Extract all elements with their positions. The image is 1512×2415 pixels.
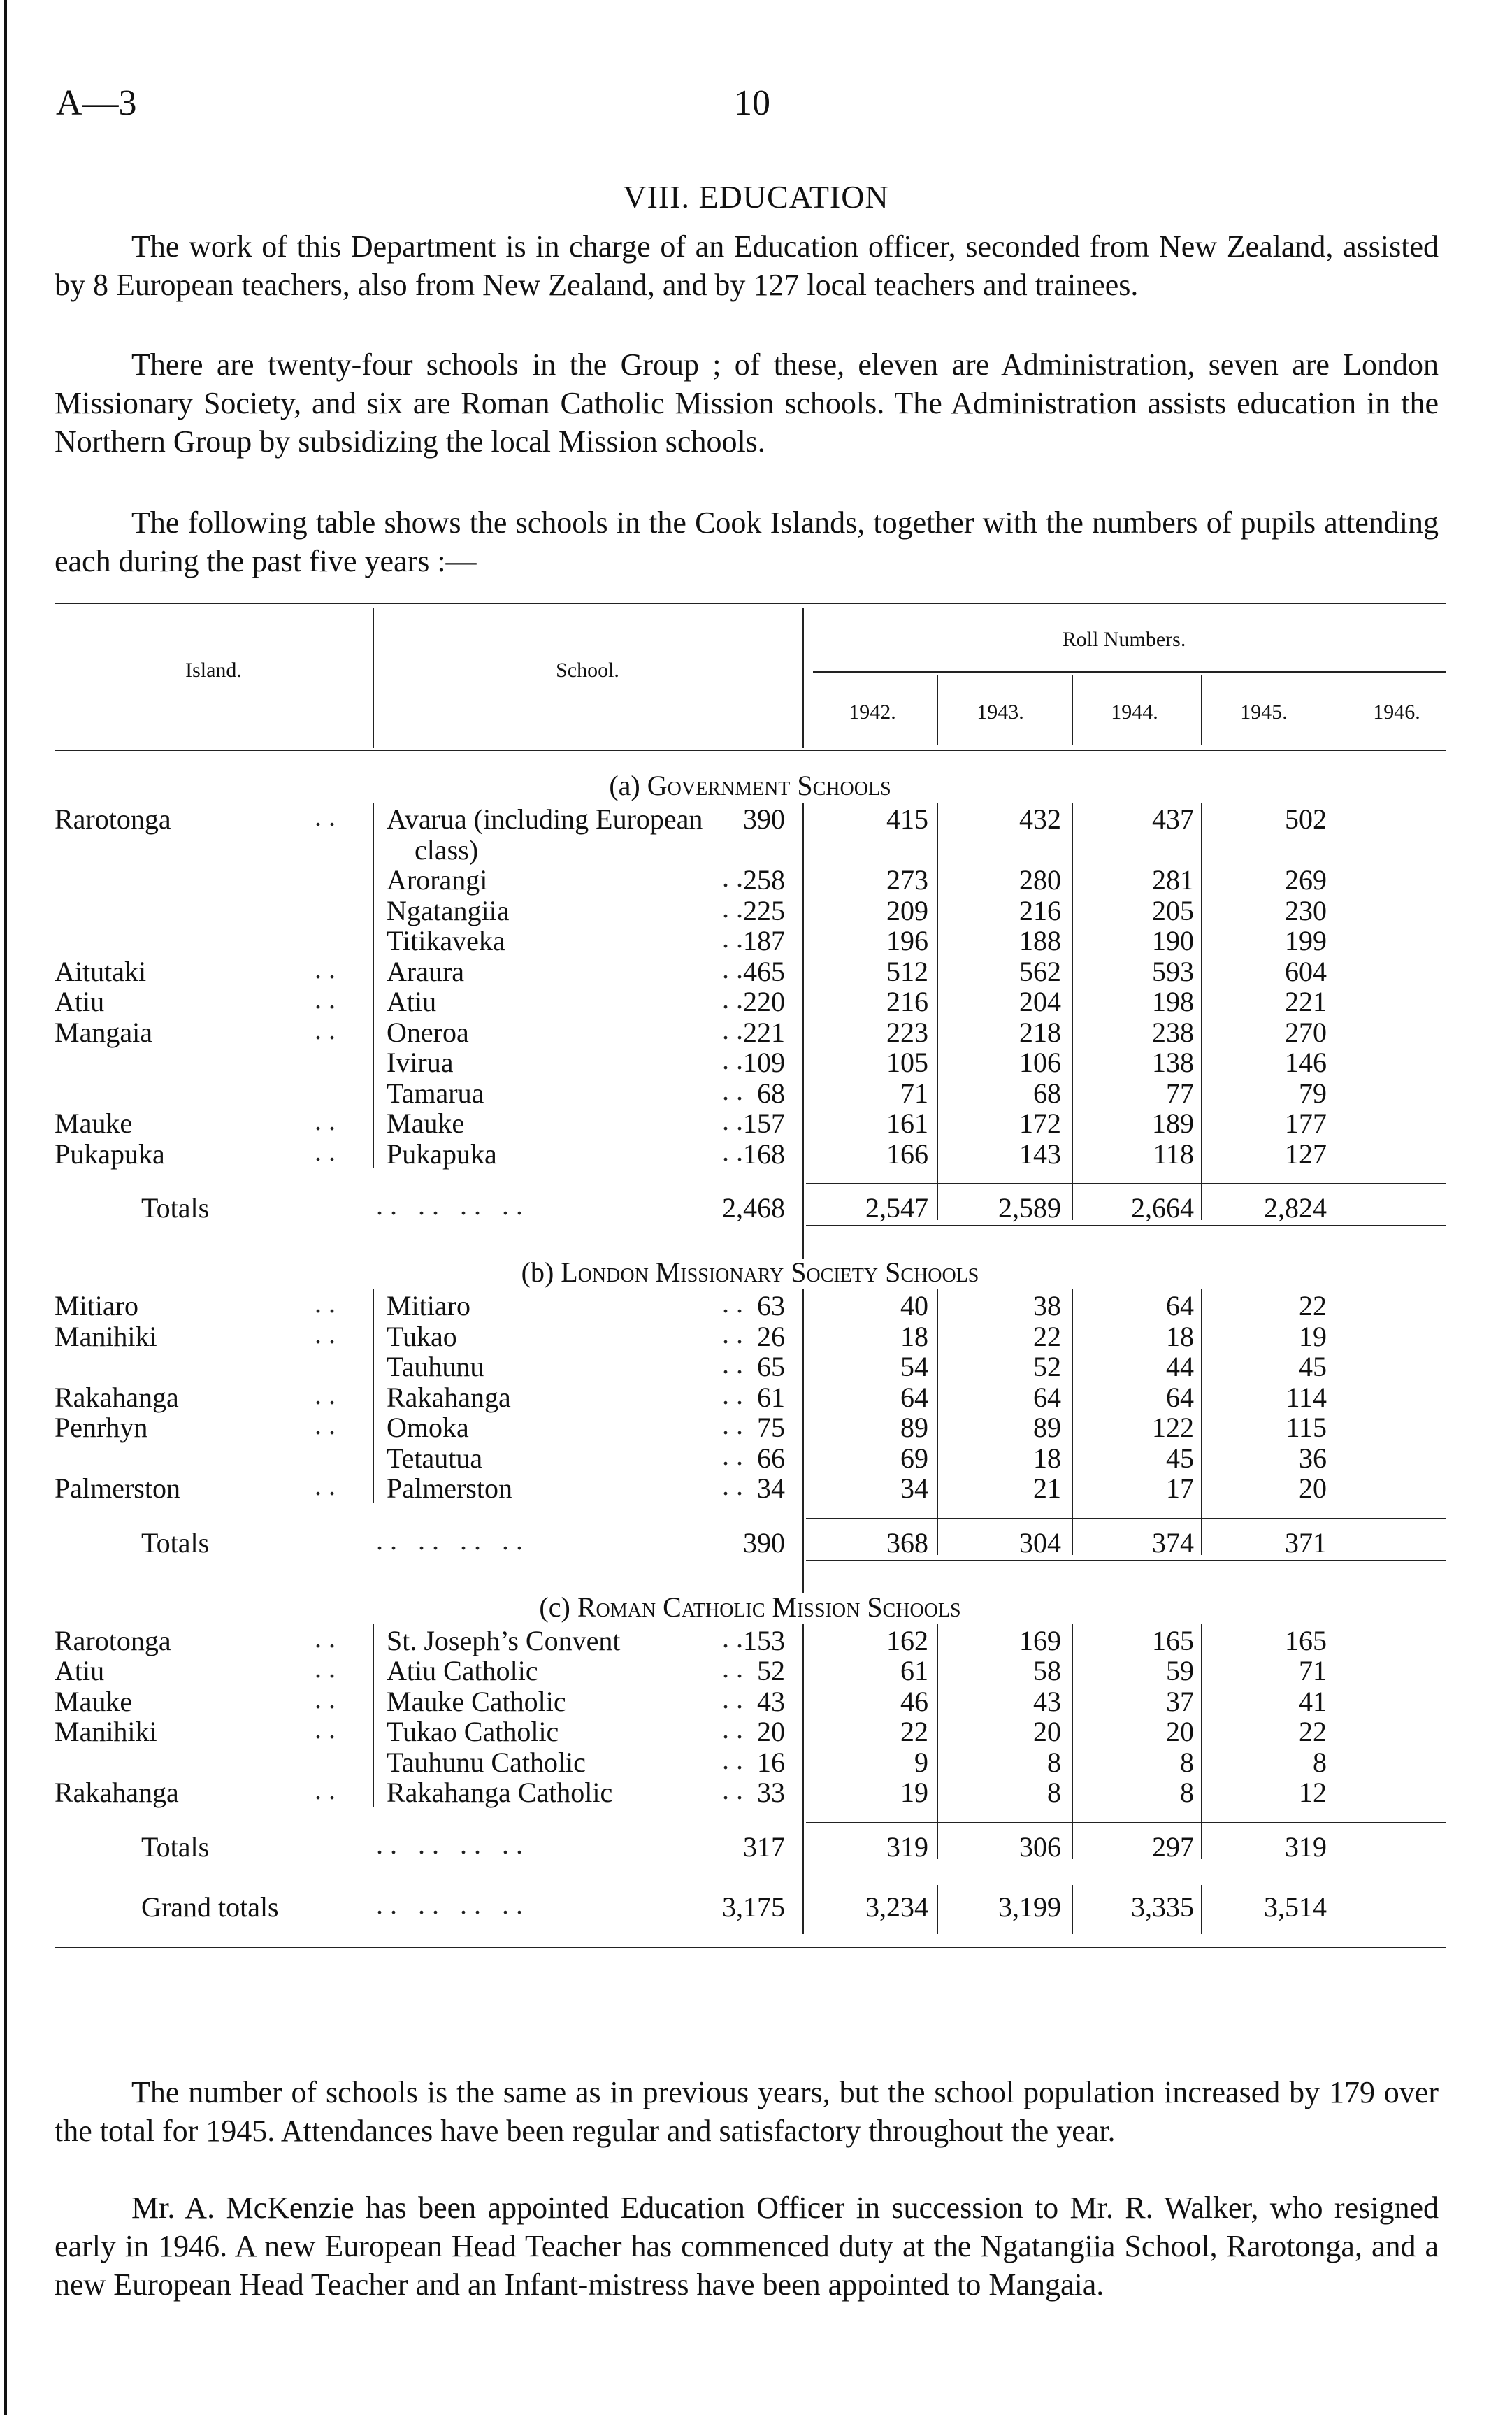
grand-totals-value: 3,335 <box>1131 1891 1194 1923</box>
roll-value: 8 <box>1047 1746 1061 1778</box>
roll-value: 64 <box>1166 1381 1194 1413</box>
school-name: Tukao <box>387 1320 457 1352</box>
leader-dots: .. <box>722 891 750 924</box>
leader-dots: .. <box>722 1074 750 1106</box>
roll-value: 69 <box>900 1442 928 1474</box>
roll-value: 280 <box>1019 864 1061 896</box>
body-divider-year <box>937 803 938 1220</box>
section-label: Roman Catholic Mission Schools <box>577 1591 961 1623</box>
grand-divider <box>802 1885 804 1934</box>
leader-dots: .. <box>315 801 343 832</box>
island-name: Manihiki <box>55 1716 157 1747</box>
roll-value: 20 <box>1033 1716 1061 1747</box>
roll-value: 45 <box>1166 1442 1194 1474</box>
totals-value: 319 <box>886 1830 928 1863</box>
table-bottom-rule <box>55 1947 1446 1948</box>
school-name: Atiu <box>387 986 437 1017</box>
roll-value: 22 <box>1299 1290 1327 1321</box>
roll-value: 17 <box>1166 1472 1194 1504</box>
school-name: Mauke <box>387 1108 465 1139</box>
section-prefix: (b) <box>521 1256 554 1288</box>
roll-value: 146 <box>1285 1047 1327 1078</box>
roll-value: 18 <box>900 1320 928 1352</box>
school-name: Tukao Catholic <box>387 1716 559 1747</box>
roll-value: 26 <box>757 1320 785 1352</box>
roll-value: 593 <box>1152 955 1194 987</box>
leader-dots: .. <box>315 983 343 1015</box>
roll-value: 114 <box>1286 1381 1327 1413</box>
leader-dots: .. <box>722 1013 750 1045</box>
roll-value: 18 <box>1033 1442 1061 1474</box>
roll-value: 8 <box>1047 1777 1061 1808</box>
header-year: 1944. <box>1111 701 1158 724</box>
leader-dots: .. <box>315 1013 343 1045</box>
roll-value: 281 <box>1152 864 1194 896</box>
leader-dots: .. <box>315 1470 343 1501</box>
body-divider-school <box>373 803 374 1168</box>
leader-dots: .. <box>722 861 750 893</box>
leader-dots: .. .. .. .. <box>376 1888 530 1920</box>
roll-value: 106 <box>1019 1047 1061 1078</box>
header-year: 1942. <box>849 701 896 724</box>
totals-value: 2,824 <box>1264 1192 1327 1224</box>
leader-dots: .. <box>722 1135 750 1167</box>
school-name: Tamarua <box>387 1077 484 1109</box>
roll-value: 41 <box>1299 1685 1327 1717</box>
roll-value: 34 <box>757 1472 785 1504</box>
roll-value: 204 <box>1019 986 1061 1017</box>
roll-value: 166 <box>886 1138 928 1170</box>
roll-value: 118 <box>1153 1138 1194 1170</box>
island-name: Rakahanga <box>55 1777 179 1808</box>
roll-value: 43 <box>1033 1685 1061 1717</box>
leader-dots: .. <box>722 1682 750 1714</box>
leader-dots: .. <box>315 1652 343 1684</box>
page-reference: A—3 <box>56 83 137 123</box>
roll-value: 19 <box>1299 1320 1327 1352</box>
roll-value: 77 <box>1166 1077 1194 1109</box>
school-name: Pukapuka <box>387 1138 497 1170</box>
roll-value: 64 <box>1166 1290 1194 1321</box>
school-name: Avarua (including European <box>387 803 703 835</box>
leader-dots: .. <box>722 952 750 984</box>
leader-dots: .. <box>315 1713 343 1744</box>
grand-totals-value: 3,175 <box>722 1891 785 1923</box>
totals-label: Totals <box>141 1192 210 1224</box>
school-name: Palmerston <box>387 1472 512 1504</box>
roll-value: 190 <box>1152 925 1194 956</box>
leader-dots: .. .. .. .. <box>376 1828 530 1860</box>
roll-value: 230 <box>1285 894 1327 926</box>
totals-value: 368 <box>886 1526 928 1558</box>
leader-dots: .. <box>722 1652 750 1684</box>
body-divider-year <box>1201 1289 1202 1555</box>
leader-dots: .. <box>722 922 750 954</box>
roll-value: 225 <box>743 894 785 926</box>
roll-value: 61 <box>900 1655 928 1686</box>
roll-subrule <box>813 671 1446 673</box>
leader-dots: .. <box>315 1682 343 1714</box>
school-name: Rakahanga Catholic <box>387 1777 613 1808</box>
totals-value: 374 <box>1152 1526 1194 1558</box>
school-name: Titikaveka <box>387 925 505 956</box>
section-heading <box>55 1256 1446 1289</box>
roll-value: 390 <box>743 803 785 835</box>
roll-value: 89 <box>900 1412 928 1443</box>
leader-dots: .. <box>722 1713 750 1744</box>
island-name: Rarotonga <box>55 803 171 835</box>
section-prefix: (c) <box>539 1591 570 1623</box>
leader-dots: .. <box>722 1287 750 1319</box>
roll-value: 198 <box>1152 986 1194 1017</box>
school-name: Mitiaro <box>387 1290 470 1321</box>
roll-value: 165 <box>1285 1624 1327 1656</box>
roll-value: 16 <box>757 1746 785 1778</box>
roll-value: 40 <box>900 1290 928 1321</box>
roll-value: 68 <box>1033 1077 1061 1109</box>
header-year-divider <box>1072 675 1073 745</box>
totals-value: 297 <box>1152 1830 1194 1863</box>
header-year-divider <box>1201 675 1202 745</box>
island-name: Manihiki <box>55 1320 157 1352</box>
roll-value: 220 <box>743 986 785 1017</box>
roll-value: 8 <box>1313 1746 1327 1778</box>
body-divider-year <box>1072 1624 1073 1859</box>
school-name: Ivirua <box>387 1047 454 1078</box>
body-divider-year <box>802 1289 804 1555</box>
leader-dots: .. <box>315 1317 343 1349</box>
schools-roll-table <box>55 594 1446 2059</box>
school-name: Rakahanga <box>387 1381 511 1413</box>
roll-value: 216 <box>886 986 928 1017</box>
leader-dots: .. <box>315 1135 343 1167</box>
totals-value: 2,468 <box>722 1192 785 1224</box>
island-name: Rakahanga <box>55 1381 179 1413</box>
totals-rule-top <box>806 1518 1446 1519</box>
totals-value: 2,664 <box>1131 1192 1194 1224</box>
header-year-divider <box>937 675 938 745</box>
totals-value: 2,589 <box>998 1192 1061 1224</box>
page-header <box>56 83 1428 131</box>
roll-value: 221 <box>743 1016 785 1048</box>
roll-value: 189 <box>1152 1108 1194 1139</box>
grand-divider <box>937 1885 938 1934</box>
roll-value: 75 <box>757 1412 785 1443</box>
roll-value: 165 <box>1152 1624 1194 1656</box>
roll-value: 273 <box>886 864 928 896</box>
school-name: Omoka <box>387 1412 469 1443</box>
roll-value: 68 <box>757 1077 785 1109</box>
leader-dots: .. <box>722 1317 750 1349</box>
roll-value: 22 <box>900 1716 928 1747</box>
roll-value: 8 <box>1180 1777 1194 1808</box>
grand-totals-value: 3,514 <box>1264 1891 1327 1923</box>
roll-value: 169 <box>1019 1624 1061 1656</box>
leader-dots: .. <box>315 1105 343 1136</box>
roll-value: 512 <box>886 955 928 987</box>
school-name: Tauhunu <box>387 1351 484 1382</box>
roll-value: 58 <box>1033 1655 1061 1686</box>
roll-value: 22 <box>1033 1320 1061 1352</box>
leader-dots: .. <box>722 1378 750 1410</box>
roll-value: 465 <box>743 955 785 987</box>
body-divider-year <box>1072 803 1073 1220</box>
leader-dots: .. <box>722 1774 750 1805</box>
roll-value: 8 <box>1180 1746 1194 1778</box>
roll-value: 71 <box>1299 1655 1327 1686</box>
roll-value: 105 <box>886 1047 928 1078</box>
roll-value: 64 <box>1033 1381 1061 1413</box>
body-divider-year <box>1072 1289 1073 1555</box>
totals-value: 319 <box>1285 1830 1327 1863</box>
totals-value: 317 <box>743 1830 785 1863</box>
roll-value: 54 <box>900 1351 928 1382</box>
totals-label: Totals <box>141 1526 210 1558</box>
leader-dots: .. <box>722 1439 750 1471</box>
roll-value: 22 <box>1299 1716 1327 1747</box>
totals-value: 390 <box>743 1526 785 1558</box>
island-name: Mitiaro <box>55 1290 138 1321</box>
roll-value: 52 <box>1033 1351 1061 1382</box>
header-year-divider <box>802 675 804 745</box>
totals-label: Totals <box>141 1830 210 1863</box>
header-year: 1946. <box>1373 701 1420 724</box>
school-name-continued: class) <box>415 833 479 866</box>
leader-dots: .. <box>722 1621 750 1654</box>
body-divider-year <box>937 1624 938 1859</box>
roll-value: 177 <box>1285 1108 1327 1139</box>
roll-value: 12 <box>1299 1777 1327 1808</box>
roll-value: 168 <box>743 1138 785 1170</box>
body-divider-year <box>1201 803 1202 1220</box>
roll-value: 64 <box>900 1381 928 1413</box>
roll-value: 238 <box>1152 1016 1194 1048</box>
roll-value: 127 <box>1285 1138 1327 1170</box>
body-divider-year <box>1201 1624 1202 1859</box>
school-name: Tauhunu Catholic <box>387 1746 586 1778</box>
grand-divider <box>1072 1885 1073 1934</box>
roll-value: 502 <box>1285 803 1327 835</box>
roll-value: 43 <box>757 1685 785 1717</box>
roll-value: 162 <box>886 1624 928 1656</box>
roll-value: 61 <box>757 1381 785 1413</box>
school-name: Atiu Catholic <box>387 1655 538 1686</box>
totals-value: 304 <box>1019 1526 1061 1558</box>
roll-value: 269 <box>1285 864 1327 896</box>
island-name: Palmerston <box>55 1472 180 1504</box>
grand-totals-value: 3,199 <box>998 1891 1061 1923</box>
section-label: Government Schools <box>647 770 891 801</box>
roll-value: 143 <box>1019 1138 1061 1170</box>
school-name: Araura <box>387 955 465 987</box>
header-year: 1943. <box>977 701 1024 724</box>
roll-value: 223 <box>886 1016 928 1048</box>
island-name: Pukapuka <box>55 1138 165 1170</box>
island-name: Mauke <box>55 1685 133 1717</box>
page-number: 10 <box>734 83 770 123</box>
intro-paragraph-1: The work of this Department is in charge of an Education officer, seconded from New Zealand, assisted by 8 European teachers, also from New Zealand, and by 127 local teachers and trainees. <box>55 229 1439 302</box>
island-name: Penrhyn <box>55 1412 148 1443</box>
leader-dots: .. .. .. .. <box>376 1189 530 1221</box>
roll-value: 21 <box>1033 1472 1061 1504</box>
header-roll-numbers: Roll Numbers. <box>1062 628 1186 651</box>
leader-dots: .. <box>722 1743 750 1775</box>
intro-paragraph-3: The following table shows the schools in the Cook Islands, together with the numbers of pupils attending each during the past five years :— <box>55 506 1439 578</box>
roll-value: 9 <box>914 1746 928 1778</box>
roll-value: 562 <box>1019 955 1061 987</box>
leader-dots: .. <box>722 1348 750 1380</box>
school-name: St. Joseph’s Convent <box>387 1624 621 1656</box>
roll-value: 218 <box>1019 1016 1061 1048</box>
island-name: Mauke <box>55 1108 133 1139</box>
roll-value: 20 <box>1299 1472 1327 1504</box>
grand-totals-label: Grand totals <box>141 1891 279 1923</box>
leader-dots: .. <box>722 983 750 1015</box>
roll-value: 199 <box>1285 925 1327 956</box>
roll-value: 187 <box>743 925 785 956</box>
school-name: Arorangi <box>387 864 488 896</box>
roll-value: 38 <box>1033 1290 1061 1321</box>
leader-dots: .. <box>722 1044 750 1075</box>
roll-value: 89 <box>1033 1412 1061 1443</box>
roll-value: 52 <box>757 1655 785 1686</box>
leader-dots: .. <box>722 1470 750 1501</box>
totals-value: 306 <box>1019 1830 1061 1863</box>
island-name: Mangaia <box>55 1016 152 1048</box>
intro-paragraph-2: There are twenty-four schools in the Group ; of these, eleven are Administration, seven are London Missionary Society, and six are Roman Catholic Mission schools. The Administration assists education in the Northern Group by subsidizing the local Mission schools. <box>55 347 1439 459</box>
roll-value: 161 <box>886 1108 928 1139</box>
roll-value: 33 <box>757 1777 785 1808</box>
section-prefix: (a) <box>609 770 640 801</box>
roll-value: 37 <box>1166 1685 1194 1717</box>
leader-dots: .. <box>722 1105 750 1136</box>
school-name: Ngatangiia <box>387 894 510 926</box>
school-name: Mauke Catholic <box>387 1685 566 1717</box>
roll-value: 36 <box>1299 1442 1327 1474</box>
body-divider-year <box>802 1624 804 1859</box>
school-name: Oneroa <box>387 1016 469 1048</box>
leader-dots: .. .. .. .. <box>376 1524 530 1556</box>
roll-value: 109 <box>743 1047 785 1078</box>
roll-value: 415 <box>886 803 928 835</box>
island-name: Atiu <box>55 1655 105 1686</box>
section-heading <box>55 1591 1446 1624</box>
roll-value: 221 <box>1285 986 1327 1017</box>
leader-dots: .. <box>315 1378 343 1410</box>
roll-value: 66 <box>757 1442 785 1474</box>
roll-value: 172 <box>1019 1108 1061 1139</box>
roll-value: 18 <box>1166 1320 1194 1352</box>
roll-value: 71 <box>900 1077 928 1109</box>
grand-totals-value: 3,234 <box>865 1891 928 1923</box>
roll-value: 59 <box>1166 1655 1194 1686</box>
totals-value: 2,547 <box>865 1192 928 1224</box>
roll-value: 216 <box>1019 894 1061 926</box>
header-bottom-rule <box>55 750 1446 751</box>
roll-value: 196 <box>886 925 928 956</box>
header-year: 1945. <box>1240 701 1288 724</box>
island-name: Rarotonga <box>55 1624 171 1656</box>
header-school: School. <box>556 659 619 682</box>
table-top-rule <box>55 603 1446 604</box>
closing-paragraph-1: The number of schools is the same as in previous years, but the school population increased by 179 over the total for 1945. Attendances have been regular and satisfactory throughout the year. <box>55 2075 1439 2148</box>
roll-value: 46 <box>900 1685 928 1717</box>
roll-value: 270 <box>1285 1016 1327 1048</box>
leader-dots: .. <box>315 952 343 984</box>
totals-value: 371 <box>1285 1526 1327 1558</box>
grand-divider <box>1201 1885 1202 1934</box>
body-divider-year <box>937 1289 938 1555</box>
roll-value: 122 <box>1152 1412 1194 1443</box>
roll-value: 115 <box>1286 1412 1327 1443</box>
left-margin-rule <box>4 0 7 2415</box>
roll-value: 45 <box>1299 1351 1327 1382</box>
leader-dots: .. <box>722 1409 750 1440</box>
totals-rule-bottom <box>806 1225 1446 1226</box>
section-heading <box>55 769 1446 802</box>
roll-value: 437 <box>1152 803 1194 835</box>
roll-value: 20 <box>1166 1716 1194 1747</box>
roll-value: 432 <box>1019 803 1061 835</box>
body-divider-school <box>373 1624 374 1807</box>
section-label: London Missionary Society Schools <box>561 1256 979 1288</box>
roll-value: 205 <box>1152 894 1194 926</box>
roll-value: 63 <box>757 1290 785 1321</box>
leader-dots: .. <box>315 1287 343 1319</box>
roll-value: 44 <box>1166 1351 1194 1382</box>
roll-value: 258 <box>743 864 785 896</box>
roll-value: 79 <box>1299 1077 1327 1109</box>
leader-dots: .. <box>315 1621 343 1654</box>
body-divider-year <box>802 803 804 1220</box>
totals-rule-bottom <box>806 1560 1446 1561</box>
roll-value: 65 <box>757 1351 785 1382</box>
header-island: Island. <box>185 659 242 682</box>
roll-value: 34 <box>900 1472 928 1504</box>
totals-rule-top <box>806 1822 1446 1823</box>
roll-value: 209 <box>886 894 928 926</box>
roll-value: 153 <box>743 1624 785 1656</box>
leader-dots: .. <box>315 1774 343 1805</box>
island-name: Atiu <box>55 986 105 1017</box>
roll-value: 19 <box>900 1777 928 1808</box>
roll-value: 138 <box>1152 1047 1194 1078</box>
school-name: Tetautua <box>387 1442 483 1474</box>
body-divider-school <box>373 1289 374 1503</box>
roll-value: 604 <box>1285 955 1327 987</box>
closing-paragraph-2: Mr. A. McKenzie has been appointed Education Officer in succession to Mr. R. Walker, who resigned early in 1946. A new European Head Teacher has commenced duty at the Ngatangiia School, Rarotonga, and a new European Head Teacher and an Infant-mistress have been appointed to Mangaia. <box>55 2191 1439 2302</box>
roll-value: 157 <box>743 1108 785 1139</box>
roll-value: 20 <box>757 1716 785 1747</box>
roll-value: 188 <box>1019 925 1061 956</box>
leader-dots: .. <box>315 1409 343 1440</box>
section-title: VIII. EDUCATION <box>623 179 889 215</box>
island-name: Aitutaki <box>55 955 147 987</box>
totals-rule-top <box>806 1183 1446 1184</box>
